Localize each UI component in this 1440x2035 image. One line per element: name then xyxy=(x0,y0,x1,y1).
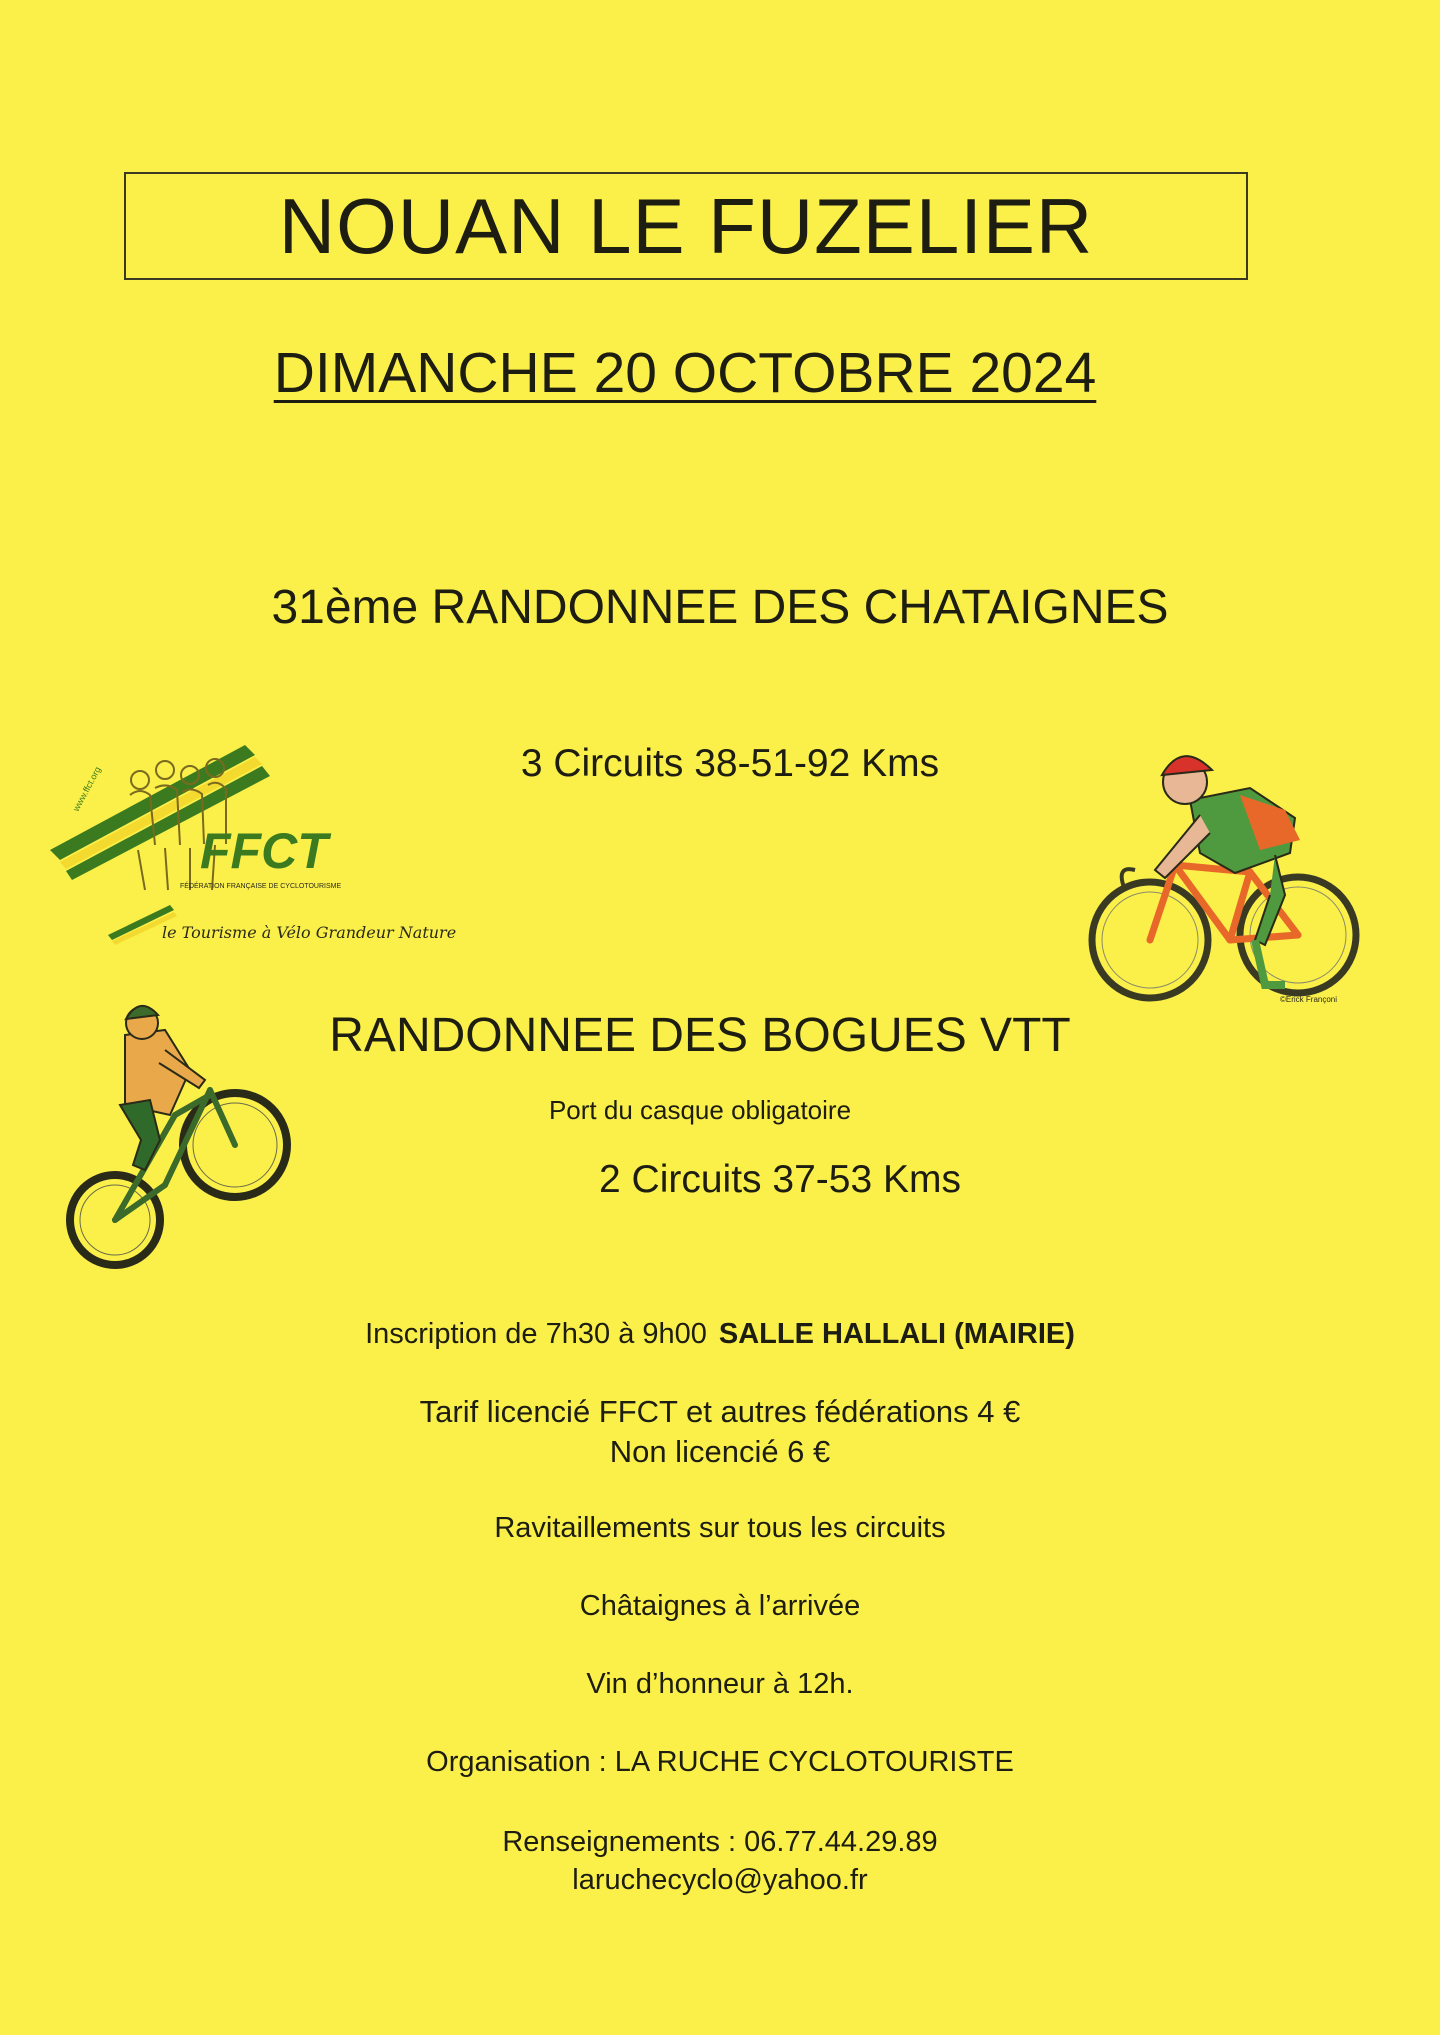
helmet-notice: Port du casque obligatoire xyxy=(548,1095,852,1125)
price-unlicensed: Non licencié 6 € xyxy=(609,1434,831,1469)
contact-phone: Renseignements : 06.77.44.29.89 xyxy=(502,1826,938,1858)
vtt-ride-circuits: 2 Circuits 37-53 Kms xyxy=(599,1158,961,1201)
mountain-bike-rider-illustration xyxy=(70,1005,300,1275)
contact-email: laruchecyclo@yahoo.fr xyxy=(572,1864,868,1896)
title-box xyxy=(124,172,1248,280)
illustration-credit: ©Erick Françoni xyxy=(1280,995,1338,1004)
logo-website: www.ffct.org xyxy=(70,765,103,813)
inscription-hours: Inscription de 7h30 à 9h00 xyxy=(365,1318,707,1350)
logo-acronym: FFCT xyxy=(200,823,328,879)
ffct-logo xyxy=(50,740,457,960)
chestnuts-note: Châtaignes à l’arrivée xyxy=(579,1590,861,1622)
logo-federation-name: FÉDÉRATION FRANÇAISE DE CYCLOTOURISME xyxy=(180,883,342,890)
inscription-location: SALLE HALLALI (MAIRIE) xyxy=(718,1318,1075,1350)
vtt-ride-title: RANDONNEE DES BOGUES VTT xyxy=(329,1009,1071,1062)
road-ride-circuits: 3 Circuits 38-51-92 Kms xyxy=(520,742,940,785)
event-date-text: DIMANCHE 20 OCTOBRE 2024 xyxy=(273,341,1097,405)
event-town-title: NOUAN LE FUZELIER xyxy=(278,181,1094,270)
reception-note: Vin d’honneur à 12h. xyxy=(586,1668,854,1700)
inscription-line xyxy=(0,1318,1440,1351)
event-date xyxy=(228,340,1142,406)
refreshments-note: Ravitaillements sur tous les circuits xyxy=(494,1512,946,1544)
road-ride-title: 31ème RANDONNEE DES CHATAIGNES xyxy=(271,581,1169,634)
organizer: Organisation : LA RUCHE CYCLOTOURISTE xyxy=(426,1746,1014,1778)
logo-slogan: le Tourisme à Vélo Grandeur Nature xyxy=(162,923,457,942)
price-licensed: Tarif licencié FFCT et autres fédérations 4 € xyxy=(419,1394,1021,1429)
road-cyclist-illustration xyxy=(1080,740,1360,1010)
